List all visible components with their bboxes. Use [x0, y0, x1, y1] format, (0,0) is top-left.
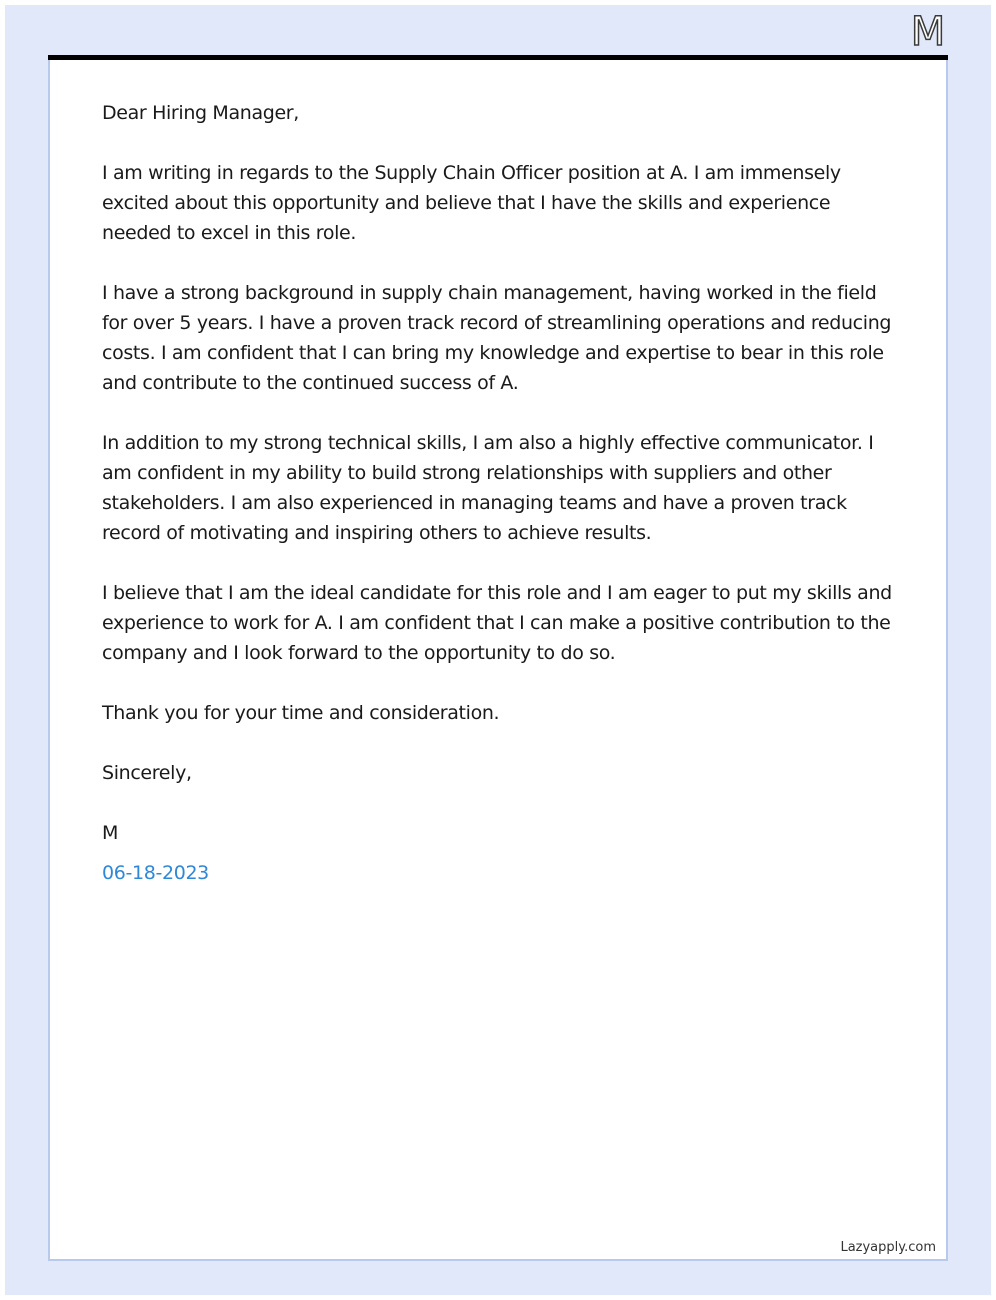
paragraph-1: I am writing in regards to the Supply Chain Officer position at A. I am immensely excited about this opportunity and believe that I have the skills and experience needed to excel in this role.: [102, 162, 841, 244]
monogram-logo: M: [910, 9, 946, 55]
letter-body: [102, 98, 902, 888]
paragraph-2: I have a strong background in supply chain management, having worked in the field for over 5 years. I have a proven track record of streamlining operations and reducing costs. I am confident that I can bring my knowledge and expertise to bear in this role and contribute to the continued success of A.: [102, 282, 892, 394]
closing: Sincerely,: [102, 762, 192, 784]
footer-brand: Lazyapply.com: [840, 1240, 936, 1255]
signature: M: [102, 822, 119, 844]
salutation: Dear Hiring Manager,: [102, 102, 299, 124]
paragraph-4: I believe that I am the ideal candidate for this role and I am eager to put my skills and experience to work for A. I am confident that I can make a positive contribution to the company and I look forward to the opportunity to do so.: [102, 582, 892, 664]
letter-date: 06-18-2023: [102, 862, 209, 884]
thanks-line: Thank you for your time and consideration.: [102, 702, 500, 724]
paragraph-3: In addition to my strong technical skills, I am also a highly effective communicator. I am confident in my ability to build strong relationships with suppliers and other stakeholders. I am also experienced in managing teams and have a proven track record of motivating and inspiring others to achieve results.: [102, 432, 874, 544]
letter-sheet: [48, 60, 948, 1261]
